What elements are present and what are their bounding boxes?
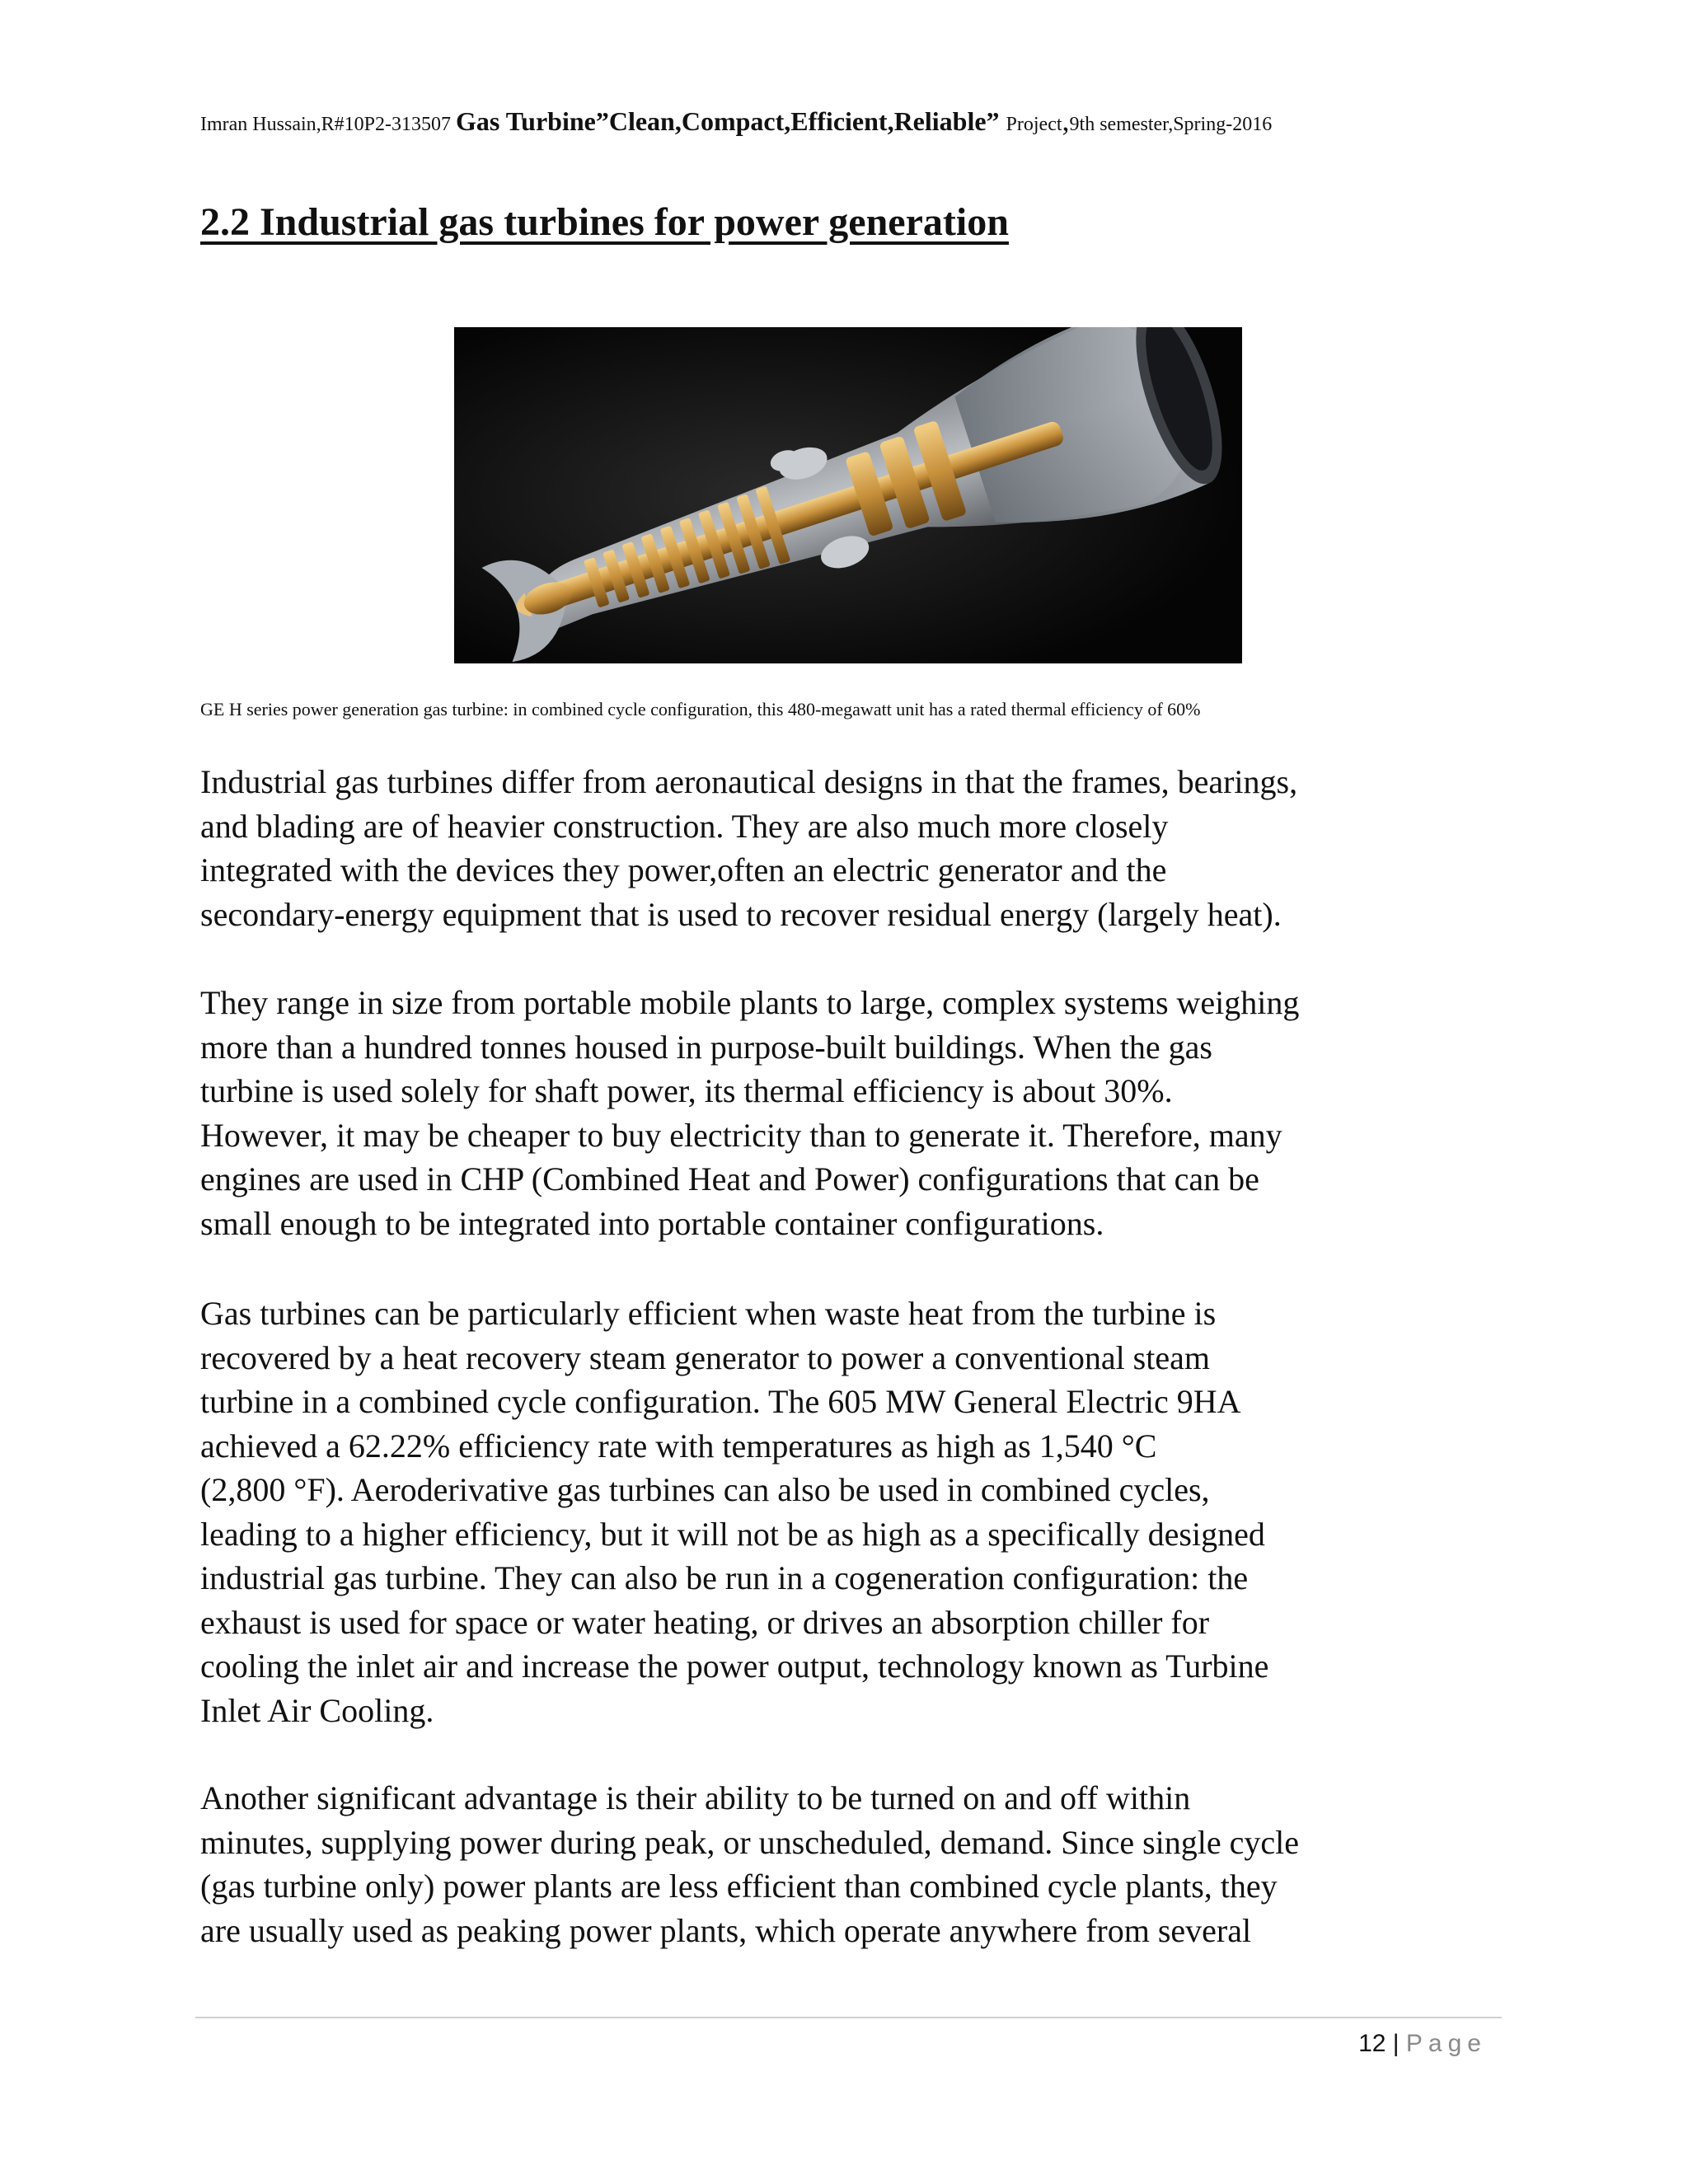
page-footer	[1358, 2023, 1487, 2064]
gas-turbine-illustration	[454, 327, 1242, 663]
header-title: Gas Turbine”Clean,Compact,Efficient,Reliable”	[455, 106, 1006, 136]
text-line: Another significant advantage is their ability to be turned on and off within	[200, 1779, 1191, 1816]
paragraph-3	[200, 1291, 1503, 1732]
text-line: (2,800 °F). Aeroderivative gas turbines can also be used in combined cycles,	[200, 1471, 1210, 1508]
text-line: industrial gas turbine. They can also be run in a cogeneration configuration: the	[200, 1559, 1249, 1596]
footer-divider	[195, 2017, 1502, 2018]
figure-caption: GE H series power generation gas turbine: in combined cycle configuration, this 480-megawatt unit has a rated thermal efficiency of 60%	[200, 699, 1201, 719]
paragraph-2	[200, 981, 1503, 1245]
text-line: achieved a 62.22% efficiency rate with temperatures as high as 1,540 °C	[200, 1427, 1157, 1465]
text-line: secondary-energy equipment that is used to recover residual energy (largely heat).	[200, 895, 1282, 933]
header-project: Project	[1006, 114, 1062, 135]
text-line: Gas turbines can be particularly efficient when waste heat from the turbine is	[200, 1295, 1217, 1332]
text-line: engines are used in CHP (Combined Heat and Power) configurations that can be	[200, 1160, 1259, 1197]
text-line: are usually used as peaking power plants, which operate anywhere from several	[200, 1911, 1252, 1949]
text-line: recovered by a heat recovery steam generator to power a conventional steam	[200, 1338, 1210, 1376]
text-line: Industrial gas turbines differ from aeronautical designs in that the frames, bearings,	[200, 763, 1298, 800]
gas-turbine-figure	[454, 327, 1242, 663]
text-line: and blading are of heavier construction. They are also much more closely	[200, 807, 1169, 845]
text-line: minutes, supplying power during peak, or unscheduled, demand. Since single cycle	[200, 1823, 1300, 1861]
text-line: exhaust is used for space or water heating, or drives an absorption chiller for	[200, 1603, 1210, 1641]
text-line: They range in size from portable mobile plants to large, complex systems weighing	[200, 984, 1300, 1021]
text-line: turbine in a combined cycle configuration. The 605 MW General Electric 9HA	[200, 1383, 1241, 1420]
text-line: leading to a higher efficiency, but it will not be as high as a specifically designed	[200, 1515, 1265, 1553]
text-line: Inlet Air Cooling.	[200, 1691, 434, 1729]
page-separator: |	[1386, 2030, 1406, 2057]
text-line: However, it may be cheaper to buy electricity than to generate it. Therefore, many	[200, 1116, 1282, 1154]
header-semester: 9th semester,Spring-2016	[1069, 114, 1273, 135]
text-line: turbine is used solely for shaft power, its thermal efficiency is about 30%.	[200, 1072, 1173, 1109]
paragraph-1	[200, 760, 1503, 936]
running-header	[200, 105, 1486, 139]
header-author: Imran Hussain,R#10P2-313507	[200, 114, 456, 135]
text-line: cooling the inlet air and increase the power output, technology known as Turbine	[200, 1647, 1269, 1685]
page-number: 12	[1358, 2030, 1386, 2057]
text-line: integrated with the devices they power,often an electric generator and the	[200, 851, 1167, 888]
section-title: 2.2 Industrial gas turbines for power generation	[200, 200, 1009, 244]
text-line: (gas turbine only) power plants are less efficient than combined cycle plants, they	[200, 1868, 1278, 1905]
text-line: more than a hundred tonnes housed in purpose-built buildings. When the gas	[200, 1028, 1212, 1066]
text-line: small enough to be integrated into portable container configurations.	[200, 1204, 1104, 1242]
paragraph-4	[200, 1776, 1503, 1952]
header-comma: ,	[1062, 104, 1070, 137]
page-label: Page	[1405, 2030, 1487, 2057]
